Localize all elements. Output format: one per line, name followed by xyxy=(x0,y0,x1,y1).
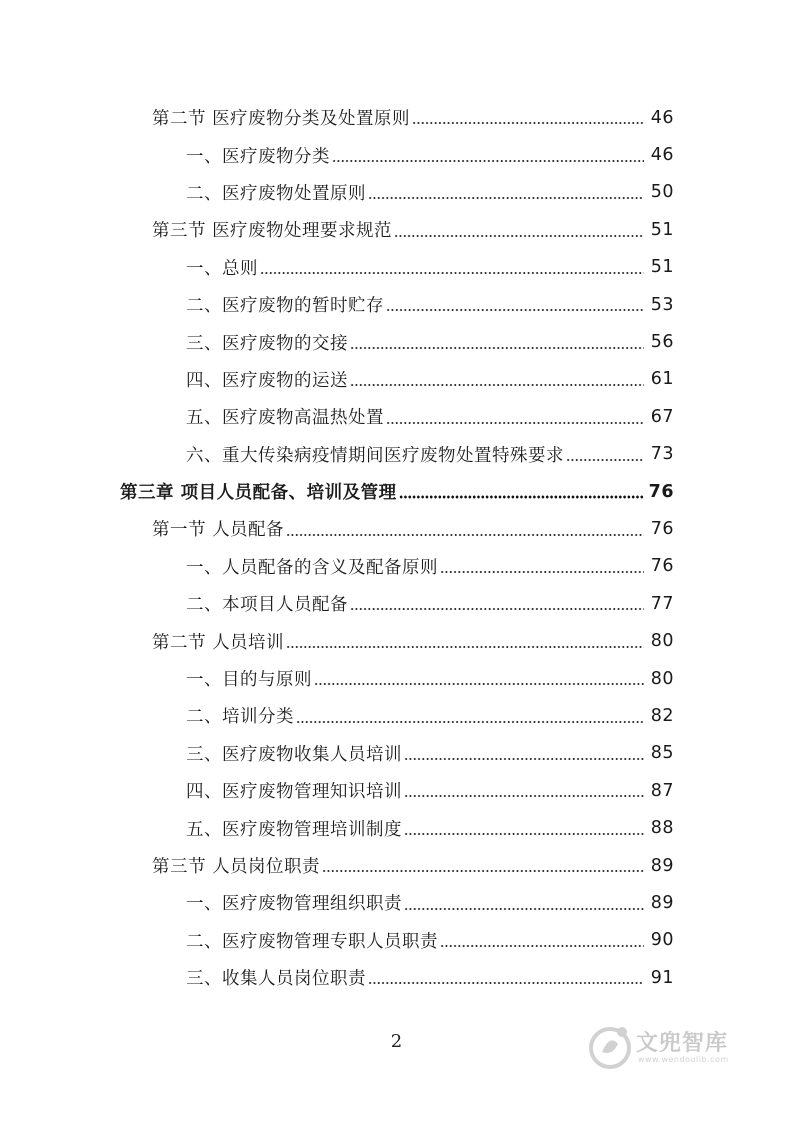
toc-dot-leader xyxy=(404,748,644,761)
toc-entry[interactable] xyxy=(0,735,793,772)
toc-entry-title: 四、医疗废物的运送 xyxy=(186,370,348,391)
toc-dot-leader xyxy=(322,860,644,873)
toc-entry-page: 80 xyxy=(650,668,674,689)
toc-dot-leader xyxy=(368,972,644,985)
toc-dot-leader xyxy=(314,673,644,686)
toc-entry[interactable] xyxy=(0,473,793,510)
toc-entry-page: 76 xyxy=(648,481,674,502)
toc-dot-leader xyxy=(386,299,644,312)
toc-entry-title: 第二节 医疗废物分类及处置原则 xyxy=(152,109,411,130)
toc-entry[interactable] xyxy=(0,510,793,547)
toc-entry-page: 76 xyxy=(650,518,674,539)
table-of-contents xyxy=(0,99,793,996)
toc-dot-leader xyxy=(350,337,644,350)
toc-entry-title: 一、医疗废物分类 xyxy=(186,146,330,167)
toc-entry-page: 51 xyxy=(650,257,674,278)
toc-entry[interactable] xyxy=(0,884,793,921)
toc-entry-page: 80 xyxy=(650,631,674,652)
toc-entry[interactable] xyxy=(0,211,793,248)
toc-entry[interactable] xyxy=(0,622,793,659)
toc-entry-title: 一、医疗废物管理组织职责 xyxy=(186,894,402,915)
toc-entry[interactable] xyxy=(0,922,793,959)
toc-entry[interactable] xyxy=(0,772,793,809)
toc-entry[interactable] xyxy=(0,697,793,734)
toc-entry-title: 二、医疗废物管理专职人员职责 xyxy=(186,931,438,952)
toc-entry-page: 67 xyxy=(650,406,674,427)
toc-dot-leader xyxy=(386,412,644,425)
toc-entry-page: 46 xyxy=(650,107,674,128)
toc-entry-page: 88 xyxy=(650,818,674,839)
toc-entry[interactable] xyxy=(0,99,793,136)
watermark-url: www.wendoulib.com xyxy=(638,1055,729,1064)
toc-entry-page: 91 xyxy=(650,967,674,988)
toc-entry[interactable] xyxy=(0,660,793,697)
toc-entry-title: 第三节 医疗废物处理要求规范 xyxy=(152,221,393,242)
toc-dot-leader xyxy=(260,262,644,275)
toc-entry-page: 89 xyxy=(650,855,674,876)
toc-entry-title: 三、医疗废物收集人员培训 xyxy=(186,744,402,765)
toc-entry[interactable] xyxy=(0,249,793,286)
toc-entry-title: 二、医疗废物的暂时贮存 xyxy=(186,296,384,317)
toc-dot-leader xyxy=(404,898,644,911)
wendou-logo-icon xyxy=(588,1022,634,1072)
toc-entry-page: 56 xyxy=(650,332,674,353)
toc-dot-leader xyxy=(394,225,644,238)
toc-dot-leader xyxy=(286,636,644,649)
toc-entry-page: 73 xyxy=(650,444,674,465)
toc-entry[interactable] xyxy=(0,585,793,622)
toc-entry-page: 46 xyxy=(650,145,674,166)
toc-entry-page: 50 xyxy=(650,182,674,203)
toc-dot-leader xyxy=(440,935,644,948)
toc-entry-page: 82 xyxy=(650,705,674,726)
toc-dot-leader xyxy=(286,524,644,537)
toc-entry[interactable] xyxy=(0,323,793,360)
toc-dot-leader xyxy=(404,785,644,798)
toc-entry[interactable] xyxy=(0,436,793,473)
page-number: 2 xyxy=(390,1031,403,1052)
toc-entry-page: 90 xyxy=(650,930,674,951)
toc-dot-leader xyxy=(440,561,644,574)
toc-entry-title: 四、医疗废物管理知识培训 xyxy=(186,782,402,803)
toc-dot-leader xyxy=(332,150,644,163)
toc-dot-leader xyxy=(350,598,644,611)
toc-entry-page: 51 xyxy=(650,219,674,240)
toc-dot-leader xyxy=(566,449,644,462)
toc-entry-title: 第三章 项目人员配备、培训及管理 xyxy=(120,483,397,504)
toc-entry-page: 87 xyxy=(650,780,674,801)
toc-entry-title: 二、本项目人员配备 xyxy=(186,595,348,616)
toc-entry-title: 五、医疗废物管理培训制度 xyxy=(186,819,402,840)
watermark xyxy=(588,1022,758,1074)
toc-entry-page: 77 xyxy=(650,593,674,614)
toc-entry-title: 五、医疗废物高温热处置 xyxy=(186,408,384,429)
toc-entry-title: 第二节 人员培训 xyxy=(152,632,285,653)
toc-entry-title: 六、重大传染病疫情期间医疗废物处置特殊要求 xyxy=(186,445,564,466)
toc-entry-title: 三、收集人员岗位职责 xyxy=(186,969,366,990)
toc-dot-leader xyxy=(350,374,644,387)
toc-entry-page: 89 xyxy=(650,892,674,913)
toc-entry[interactable] xyxy=(0,398,793,435)
toc-entry[interactable] xyxy=(0,847,793,884)
watermark-name: 文兜智库 xyxy=(636,1031,729,1056)
toc-dot-leader xyxy=(412,112,644,125)
toc-entry-title: 二、培训分类 xyxy=(186,707,294,728)
toc-entry[interactable] xyxy=(0,361,793,398)
toc-entry[interactable] xyxy=(0,809,793,846)
toc-entry[interactable] xyxy=(0,286,793,323)
toc-dot-leader xyxy=(399,486,644,499)
toc-entry[interactable] xyxy=(0,174,793,211)
toc-entry-page: 53 xyxy=(650,294,674,315)
toc-entry-title: 三、医疗废物的交接 xyxy=(186,333,348,354)
toc-entry-title: 一、目的与原则 xyxy=(186,670,312,691)
toc-entry[interactable] xyxy=(0,548,793,585)
toc-entry-title: 第一节 人员配备 xyxy=(152,520,285,541)
toc-entry-title: 一、总则 xyxy=(186,258,258,279)
toc-entry-page: 61 xyxy=(650,369,674,390)
toc-entry[interactable] xyxy=(0,959,793,996)
toc-dot-leader xyxy=(296,711,644,724)
toc-dot-leader xyxy=(368,187,644,200)
toc-entry-page: 76 xyxy=(650,556,674,577)
toc-entry-title: 二、医疗废物处置原则 xyxy=(186,183,366,204)
toc-entry-title: 第三节 人员岗位职责 xyxy=(152,857,321,877)
toc-entry-page: 85 xyxy=(650,743,674,764)
toc-dot-leader xyxy=(404,823,644,836)
toc-entry-title: 一、人员配备的含义及配备原则 xyxy=(186,557,438,578)
toc-entry[interactable] xyxy=(0,136,793,173)
